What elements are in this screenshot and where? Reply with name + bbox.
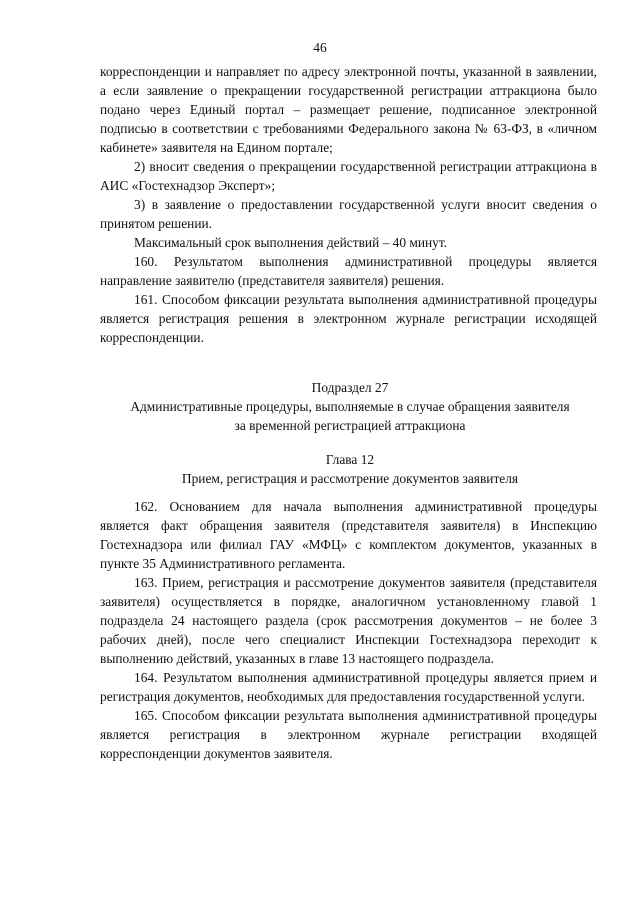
subsection-title-line2: за временной регистрацией аттракциона (234, 418, 466, 433)
paragraph-160: 160. Результатом выполнения административной процедуры является направление заявителю (представителя заявителя) решения. (100, 254, 597, 288)
subsection-label: Подраздел 27 (311, 380, 389, 395)
top-text-block (100, 62, 597, 347)
subsection-title-line1: Административные процедуры, выполняемые в случае обращения заявителя (130, 399, 570, 414)
page-number: 46 (313, 40, 327, 55)
chapter-heading (60, 450, 640, 488)
subsection-heading (60, 378, 640, 435)
paragraph-161: 161. Способом фиксации результата выполнения административной процедуры является регистрация решения в электронном журнале регистрации исходящей корреспонденции. (100, 292, 597, 345)
paragraph-item-2: 2) вносит сведения о прекращении государственной регистрации аттракциона в АИС «Гостехнадзор Эксперт»; (100, 159, 597, 193)
chapter-label: Глава 12 (325, 452, 375, 467)
paragraph-162: 162. Основанием для начала выполнения административной процедуры является факт обращения заявителя (представителя заявителя) в Инспекцию Гостехнадзора или филиал ГАУ «МФЦ» с комплектом документов, указанных в пункте 35 Административного регламента. (100, 499, 597, 571)
bottom-text-block (100, 497, 597, 763)
paragraph-max-time: Максимальный срок выполнения действий – 40 минут. (134, 235, 448, 250)
paragraph-continuation: корреспонденции и направляет по адресу электронной почты, указанной в заявлении, а если заявление о прекращении государственной регистрации аттракциона было подано через Единый портал – размещает решение, подписанное электронной подписью в соответствии с требованиями Федерального закона № 63-ФЗ, в «личном кабинете» заявителя на Едином портале; (100, 64, 597, 155)
paragraph-164: 164. Результатом выполнения административной процедуры является прием и регистрация документов, необходимых для предоставления государственной услуги. (100, 670, 597, 704)
paragraph-item-3: 3) в заявление о предоставлении государственной услуги вносит сведения о принятом решении. (100, 197, 597, 231)
paragraph-165: 165. Способом фиксации результата выполнения административной процедуры является регистрация в электронном журнале регистрации входящей корреспонденции документов заявителя. (100, 708, 597, 761)
paragraph-163: 163. Прием, регистрация и рассмотрение документов заявителя (представителя заявителя) осуществляется в порядке, аналогичном установленному главой 1 подраздела 24 настоящего раздела (срок рассмотрения документов – не более 3 рабочих дней), после чего специалист Инспекции Гостехнадзора переходит к выполнению действий, указанных в главе 13 настоящего подраздела. (100, 575, 597, 666)
chapter-title: Прием, регистрация и рассмотрение документов заявителя (181, 471, 519, 486)
